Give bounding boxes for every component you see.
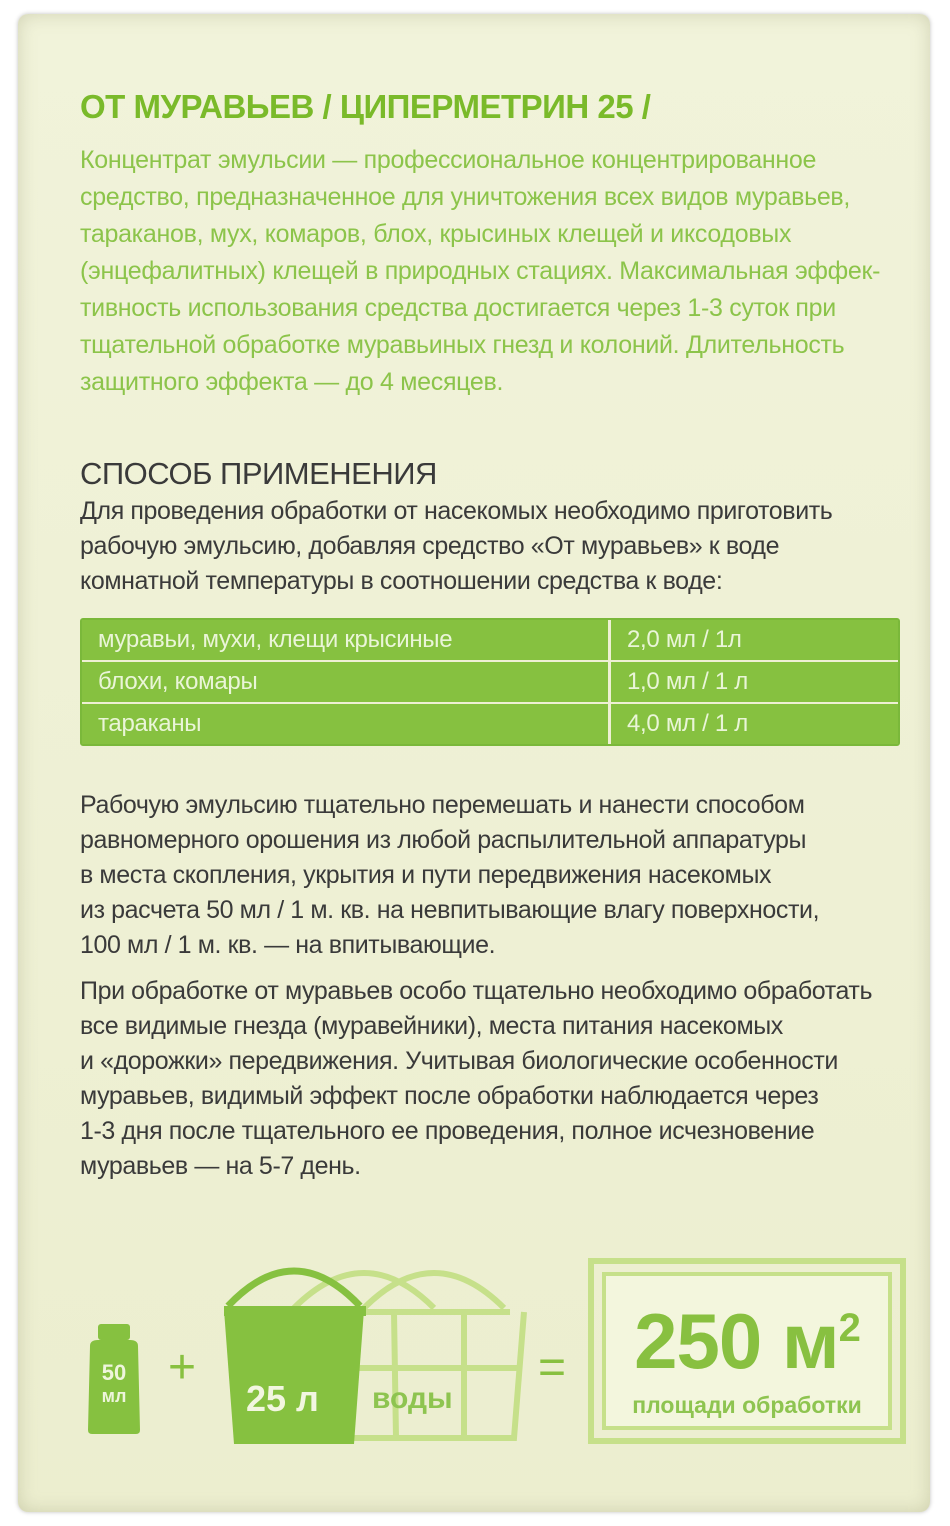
dosage-table: [80, 618, 900, 746]
description-line: средство, предназначенное для уничтожения всех видов муравьев,: [80, 183, 851, 211]
bottle-volume: 50: [101, 1360, 127, 1385]
package-panel: [18, 14, 930, 1512]
product-title: ОТ МУРАВЬЕВ / ЦИПЕРМЕТРИН 25 /: [80, 88, 651, 125]
product-description: [80, 142, 910, 401]
description-line: тивность использования средства достигается через 1-3 суток при: [80, 294, 836, 322]
dosage-row: [82, 662, 898, 704]
dosage-value: 4,0 мл / 1 л: [611, 704, 898, 744]
usage-paragraph-preparation: Для проведения обработки от насекомых необходимо приготовить рабочую эмульсию, добавляя средство «От муравьев» к воде комнатной температуры в соотношении средства к воде:: [80, 497, 833, 595]
treatment-area-box: [588, 1258, 906, 1444]
dosage-target: блохи, комары: [82, 662, 611, 702]
usage-paragraph-ants: При обработке от муравьев особо тщательно необходимо обработать все видимые гнезда (муравейники), места питания насекомых и «дорожки» передвижения. Учитывая биологические особенности муравьев, видимый эффект после обработки наблюдается через 1-3 дня после тщательного ее проведения, полное исчезновение муравьев — на 5-7 день.: [80, 977, 873, 1180]
dosage-target: муравьи, мухи, клещи крысиные: [82, 620, 611, 660]
description-line: тщательной обработке муравьиных гнезд и колоний. Длительность: [80, 331, 845, 359]
bucket-volume: 25 л: [246, 1378, 319, 1419]
area-caption: площади обработки: [632, 1392, 862, 1418]
bottle-unit: мл: [101, 1386, 127, 1406]
dosage-row: [82, 704, 898, 744]
description-line: Концентрат эмульсии — профессиональное концентрированное: [80, 146, 817, 174]
dosage-row: [82, 620, 898, 662]
description-line: защитного эффекта — до 4 месяцев.: [80, 368, 504, 396]
usage-paragraph-application: Рабочую эмульсию тщательно перемешать и нанести способом равномерного орошения из любой распылительной аппаратуры в места скопления, укрытия и пути передвижения насекомых из расчета 50 мл / 1 м. кв. на невпитывающие влагу поверхности, 100 мл / 1 м. кв. — на впитывающие.: [80, 791, 820, 959]
description-line: (энцефалитных) клещей в природных стациях. Максимальная эффек-: [80, 257, 881, 285]
area-value: 250 $м^2$: [634, 1297, 860, 1385]
water-label: воды: [372, 1382, 453, 1415]
description-line: тараканов, мух, комаров, блох, крысиных клещей и иксодовых: [80, 220, 792, 248]
dosage-value: 1,0 мл / 1 л: [611, 662, 898, 702]
equals-sign: =: [538, 1341, 567, 1394]
dosage-target: тараканы: [82, 704, 611, 744]
dosage-value: 2,0 мл / 1л: [611, 620, 898, 660]
usage-heading: СПОСОБ ПРИМЕНЕНИЯ: [80, 456, 437, 491]
plus-sign: +: [168, 1341, 197, 1394]
